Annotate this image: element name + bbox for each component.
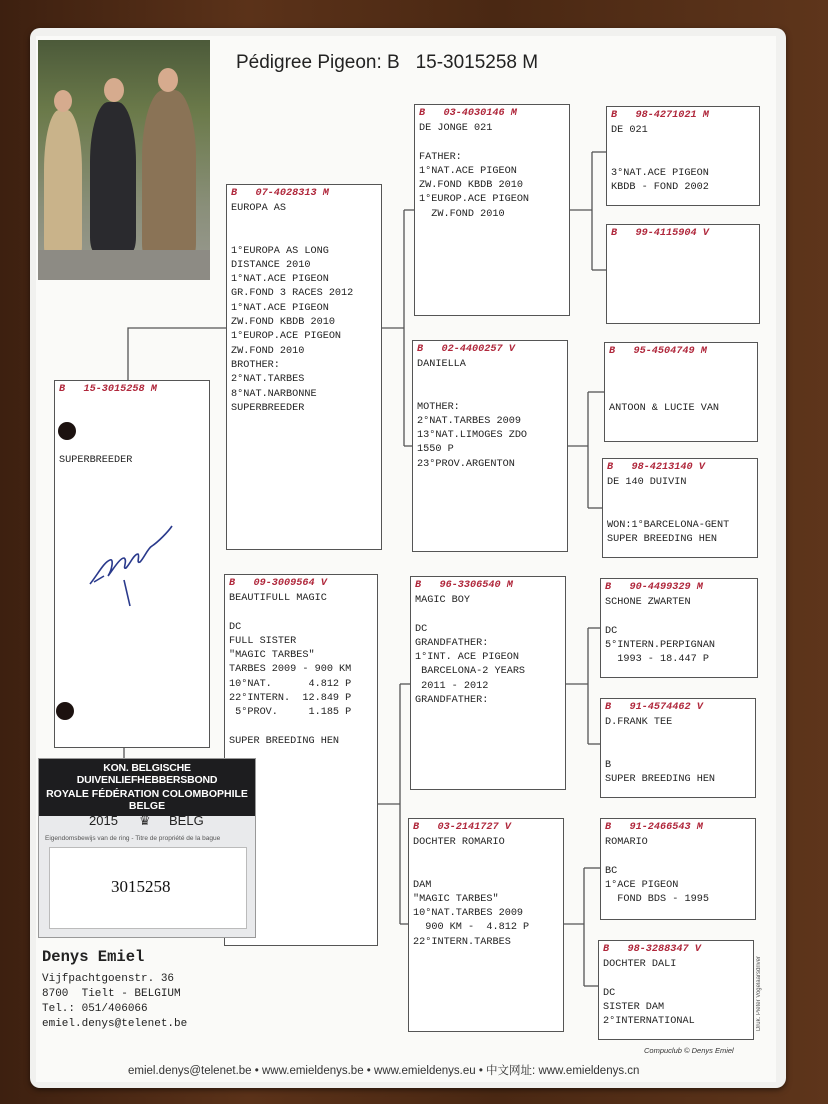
ggp-line [607, 491, 753, 505]
compuclub-credit: Compuclub © Denys Emiel [644, 1046, 734, 1055]
page-title: Pédigree Pigeon: B 15-3015258 M [236, 52, 539, 73]
sire-line: 1°EUROP.ACE PIGEON [231, 331, 342, 343]
dam-line: 10°NAT. 4.812 P [229, 678, 352, 690]
ring-ownership-text: Eigendomsbewijs van de ring - Titre de propriété de la bague [45, 835, 221, 842]
gs1-line: 1°EUROP.ACE PIGEON [419, 194, 530, 206]
gd1-line: 1550 P [417, 444, 454, 456]
ggp-line: DE 021 [611, 125, 648, 137]
granddam-paternal-box [412, 340, 568, 552]
ggp-line: SUPER BREEDING HEN [605, 773, 716, 785]
ggp-line: 5°INTERN.PERPIGNAN [605, 639, 716, 651]
ggp-line [611, 139, 755, 153]
pigeon-line [59, 426, 205, 440]
sire-line: SUPERBREEDER [231, 402, 305, 414]
ggp-ring-header: B 91-4574462 V [605, 702, 703, 713]
ggp-ring-header: B 99-4115904 V [611, 228, 709, 239]
dam-line: "MAGIC TARBES" [229, 650, 315, 662]
grandsire-paternal-box [414, 104, 570, 316]
grandsire-maternal-box [410, 576, 566, 790]
ggp-ring-header: B 98-4271021 M [611, 110, 709, 121]
ggp-line: BC [605, 865, 618, 877]
ggp-line: DE 140 DUIVIN [607, 477, 687, 489]
great-grandparent-box [606, 224, 760, 324]
ggp-line: 3°NAT.ACE PIGEON [611, 167, 709, 179]
dam-line: 5°PROV. 1.185 P [229, 707, 352, 719]
gd2-line: 22°INTERN.TARBES [413, 936, 511, 948]
ggp-line [605, 745, 751, 759]
gd2-line [413, 865, 559, 879]
gd2-line: "MAGIC TARBES" [413, 893, 499, 905]
sire-line: EUROPA AS [231, 203, 287, 215]
gd1-line: 23°PROV.ARGENTON [417, 458, 515, 470]
gs2-line: 2011 - 2012 [415, 680, 489, 692]
dam-line: DC [229, 621, 242, 633]
ggp-line [611, 256, 755, 270]
federation-name-nl: KON. BELGISCHE DUIVENLIEFHEBBERSBOND [39, 759, 255, 787]
pigeon-ring-header: B 15-3015258 M [59, 384, 157, 395]
gs2-line: MAGIC BOY [415, 595, 471, 607]
great-grandparent-box [600, 818, 756, 920]
gs1-line: 1°NAT.ACE PIGEON [419, 165, 517, 177]
sire-box [226, 184, 382, 550]
ggp-line: 1993 - 18.447 P [605, 654, 709, 666]
ring-country: BELG [169, 813, 204, 828]
federation-name-fr: ROYALE FÉDÉRATION COLOMBOPHILE BELGE [39, 787, 255, 816]
sire-line [231, 231, 377, 245]
signature [84, 518, 184, 614]
sire-line: BROTHER: [231, 359, 280, 371]
owner-city: 8700 Tielt - BELGIUM [42, 988, 181, 1000]
ggp-line [611, 270, 755, 284]
ggp-ring-header: B 90-4499329 M [605, 582, 703, 593]
ggp-line [605, 851, 751, 865]
gs1-ring-header: B 03-4030146 M [419, 108, 517, 119]
gs2-line: DC [415, 623, 428, 635]
gd1-line: 2°NAT.TARBES 2009 [417, 415, 521, 427]
gd1-line [417, 373, 563, 387]
ring-ownership-card [38, 758, 256, 938]
owner-name: Denys Emiel [42, 948, 145, 966]
ggp-line: FOND BDS - 1995 [605, 894, 709, 906]
sire-line: 1°EUROPA AS LONG [231, 245, 329, 257]
ggp-line: DC [605, 625, 618, 637]
ggp-line [607, 505, 753, 519]
pigeon-line: SUPERBREEDER [59, 455, 133, 467]
great-grandparent-box [604, 342, 758, 442]
ggp-line: ROMARIO [605, 837, 648, 849]
ggp-line: SCHONE ZWARTEN [605, 597, 691, 609]
ggp-line [603, 973, 749, 987]
gd2-line: DAM [413, 879, 432, 891]
dam-line [229, 721, 373, 735]
ggp-line: B [605, 759, 612, 771]
gs2-line: 1°INT. ACE PIGEON [415, 652, 519, 664]
gd1-line: MOTHER: [417, 401, 460, 413]
gd1-ring-header: B 02-4400257 V [417, 344, 515, 355]
ggp-line: ANTOON & LUCIE VAN [609, 403, 720, 415]
ggp-line: 1°ACE PIGEON [605, 879, 679, 891]
gd2-line [413, 851, 559, 865]
gs2-line [415, 609, 561, 623]
gd2-ring-header: B 03-2141727 V [413, 822, 511, 833]
gd2-line: 900 KM - 4.812 P [413, 922, 530, 934]
gs2-line: GRANDFATHER: [415, 695, 489, 707]
sire-line: ZW.FOND 2010 [231, 345, 305, 357]
punch-hole-top [58, 422, 76, 440]
punch-hole-bottom [56, 702, 74, 720]
dam-line: TARBES 2009 - 900 KM [229, 664, 352, 676]
ring-number: 3015258 [111, 877, 171, 896]
sire-line: 1°NAT.ACE PIGEON [231, 274, 329, 286]
gs2-line: GRANDFATHER: [415, 637, 489, 649]
owner-email: emiel.denys@telenet.be [42, 1018, 188, 1030]
ring-year: 2015 [89, 813, 118, 828]
gd1-line [417, 387, 563, 401]
gs1-line [419, 137, 565, 151]
dam-line [229, 607, 373, 621]
sire-ring-header: B 07-4028313 M [231, 188, 329, 199]
gd2-line: DOCHTER ROMARIO [413, 837, 505, 849]
ggp-line: D.FRANK TEE [605, 717, 673, 729]
ggp-line [609, 388, 753, 402]
gs1-line: ZW.FOND 2010 [419, 208, 505, 220]
ggp-line: SISTER DAM [603, 1001, 665, 1013]
ggp-line: DC [603, 987, 616, 999]
gd1-line: 13°NAT.LIMOGES ZDO [417, 430, 528, 442]
ggp-line: SUPER BREEDING HEN [607, 533, 718, 545]
ggp-ring-header: B 98-3288347 V [603, 944, 701, 955]
crown-icon: ♛ [139, 813, 151, 828]
ggp-line [611, 153, 755, 167]
sire-line: GR.FOND 3 RACES 2012 [231, 288, 354, 300]
ggp-line [611, 242, 755, 256]
dam-ring-header: B 09-3009564 V [229, 578, 327, 589]
ggp-ring-header: B 98-4213140 V [607, 462, 705, 473]
gs1-line: DE JONGE 021 [419, 123, 493, 135]
great-grandparent-box [600, 578, 758, 678]
sire-line: 1°NAT.ACE PIGEON [231, 302, 329, 314]
gs1-line: FATHER: [419, 151, 462, 163]
sire-line [231, 217, 377, 231]
great-grandparent-box [606, 106, 760, 206]
pigeon-line [59, 412, 205, 426]
ggp-line [609, 360, 753, 374]
gs2-line: BARCELONA-2 YEARS [415, 666, 526, 678]
great-grandparent-box [600, 698, 756, 798]
owner-street: Vijfpachtgoenstr. 36 [42, 973, 175, 985]
ggp-line: WON:1°BARCELONA-GENT [607, 519, 730, 531]
printer-credit: Druk. Pieter Vogelaarsdriver [756, 956, 762, 1032]
granddam-maternal-box [408, 818, 564, 1032]
gd1-line: DANIELLA [417, 359, 466, 371]
gd2-line: 10°NAT.TARBES 2009 [413, 908, 524, 920]
dam-line: SUPER BREEDING HEN [229, 735, 340, 747]
gs2-ring-header: B 96-3306540 M [415, 580, 513, 591]
ggp-ring-header: B 91-2466543 M [605, 822, 703, 833]
pigeon-line [59, 440, 205, 454]
ggp-line: 2°INTERNATIONAL [603, 1016, 695, 1028]
owner-info [42, 948, 187, 1032]
ggp-line [605, 731, 751, 745]
sire-line: ZW.FOND KBDB 2010 [231, 317, 335, 329]
dam-line: BEAUTIFULL MAGIC [229, 593, 327, 605]
sire-line: 8°NAT.NARBONNE [231, 388, 317, 400]
ggp-line [611, 284, 755, 298]
sire-line: 2°NAT.TARBES [231, 374, 305, 386]
footer-contacts: emiel.denys@telenet.be • www.emieldenys.be • www.emieldenys.eu • 中文网址: www.emieldenys.cn [128, 1065, 640, 1077]
gs1-line: ZW.FOND KBDB 2010 [419, 180, 523, 192]
owner-tel: Tel.: 051/406066 [42, 1003, 148, 1015]
great-grandparent-box [598, 940, 754, 1040]
ggp-line [605, 611, 753, 625]
dam-line: 22°INTERN. 12.849 P [229, 693, 352, 705]
sire-line: DISTANCE 2010 [231, 259, 311, 271]
ggp-line [609, 374, 753, 388]
ggp-line: KBDB - FOND 2002 [611, 181, 709, 193]
great-grandparent-box [602, 458, 758, 558]
dam-line: FULL SISTER [229, 635, 297, 647]
ggp-ring-header: B 95-4504749 M [609, 346, 707, 357]
ggp-line: DOCHTER DALI [603, 959, 677, 971]
pigeon-line [59, 398, 205, 412]
